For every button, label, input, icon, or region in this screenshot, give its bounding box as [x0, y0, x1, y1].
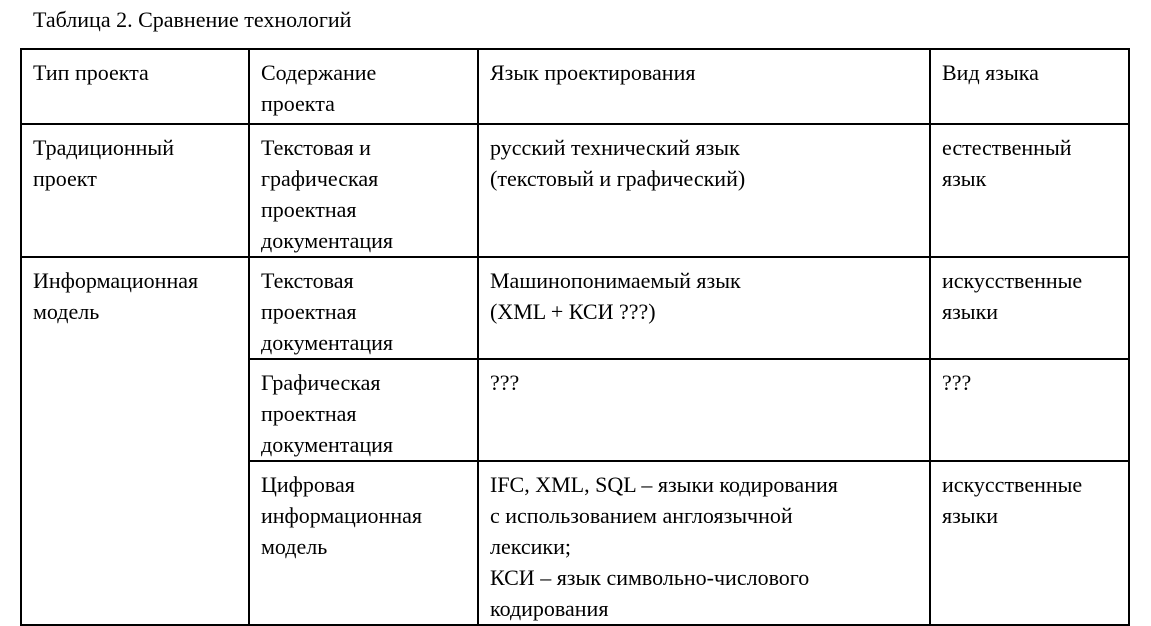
cell-line: документация [261, 432, 394, 457]
cell-traditional-content [249, 124, 478, 257]
cell-line: лексики; [490, 534, 571, 559]
cell-line: модель [33, 299, 100, 324]
cell-line: Текстовая и [261, 135, 371, 160]
cell-text-docs-kind [930, 257, 1129, 359]
cell-line: русский технический язык [490, 135, 740, 160]
cell-text-docs-language [478, 257, 930, 359]
cell-line: языки [942, 503, 999, 528]
cell-line: ??? [942, 370, 972, 395]
header-design-language [478, 49, 930, 124]
cell-line: Текстовая [261, 268, 354, 293]
cell-line: искусственные [942, 268, 1083, 293]
cell-line: проект [33, 166, 97, 191]
cell-traditional-kind [930, 124, 1129, 257]
header-language-kind-label: Вид языка [942, 60, 1039, 85]
header-project-content [249, 49, 478, 124]
cell-digital-model-content [249, 461, 478, 625]
table-caption: Таблица 2. Сравнение технологий [33, 7, 352, 32]
table-row-traditional [21, 124, 1129, 257]
cell-line: документация [261, 228, 394, 253]
cell-line: графическая [261, 166, 379, 191]
cell-line: Цифровая [261, 472, 355, 497]
cell-line: кодирования [490, 596, 609, 621]
header-project-content-line: проекта [261, 91, 335, 116]
cell-line: Информационная [33, 268, 199, 293]
table-row-text-docs [21, 257, 1129, 359]
cell-line: IFC, XML, SQL – языки кодирования [490, 472, 838, 497]
cell-line: (текстовый и графический) [490, 166, 746, 191]
cell-digital-model-language [478, 461, 930, 625]
cell-line: Машинопонимаемый язык [490, 268, 741, 293]
header-language-kind [930, 49, 1129, 124]
table-header-row [21, 49, 1129, 124]
cell-line: Традиционный [33, 135, 174, 160]
cell-line: Графическая [261, 370, 381, 395]
comparison-table [20, 48, 1130, 626]
cell-digital-model-kind [930, 461, 1129, 625]
cell-line: документация [261, 330, 394, 355]
header-project-type-label: Тип проекта [33, 60, 149, 85]
cell-graphic-docs-content [249, 359, 478, 461]
cell-line: модель [261, 534, 328, 559]
cell-line: ??? [490, 370, 520, 395]
cell-line: проектная [261, 197, 357, 222]
header-design-language-label: Язык проектирования [490, 60, 696, 85]
cell-line: информационная [261, 503, 422, 528]
cell-traditional-language [478, 124, 930, 257]
cell-line: языки [942, 299, 999, 324]
cell-text-docs-content [249, 257, 478, 359]
cell-graphic-docs-kind [930, 359, 1129, 461]
header-project-content-line: Содержание [261, 60, 377, 85]
cell-graphic-docs-language [478, 359, 930, 461]
cell-line: искусственные [942, 472, 1083, 497]
cell-line: с использованием англоязычной [490, 503, 793, 528]
cell-line: (XML + КСИ ???) [490, 299, 656, 324]
cell-traditional-type [21, 124, 249, 257]
cell-line: естественный [942, 135, 1072, 160]
header-project-type [21, 49, 249, 124]
cell-line: КСИ – язык символьно-числового [490, 565, 810, 590]
cell-line: проектная [261, 299, 357, 324]
cell-line: язык [942, 166, 987, 191]
cell-information-type [21, 257, 249, 625]
cell-line: проектная [261, 401, 357, 426]
